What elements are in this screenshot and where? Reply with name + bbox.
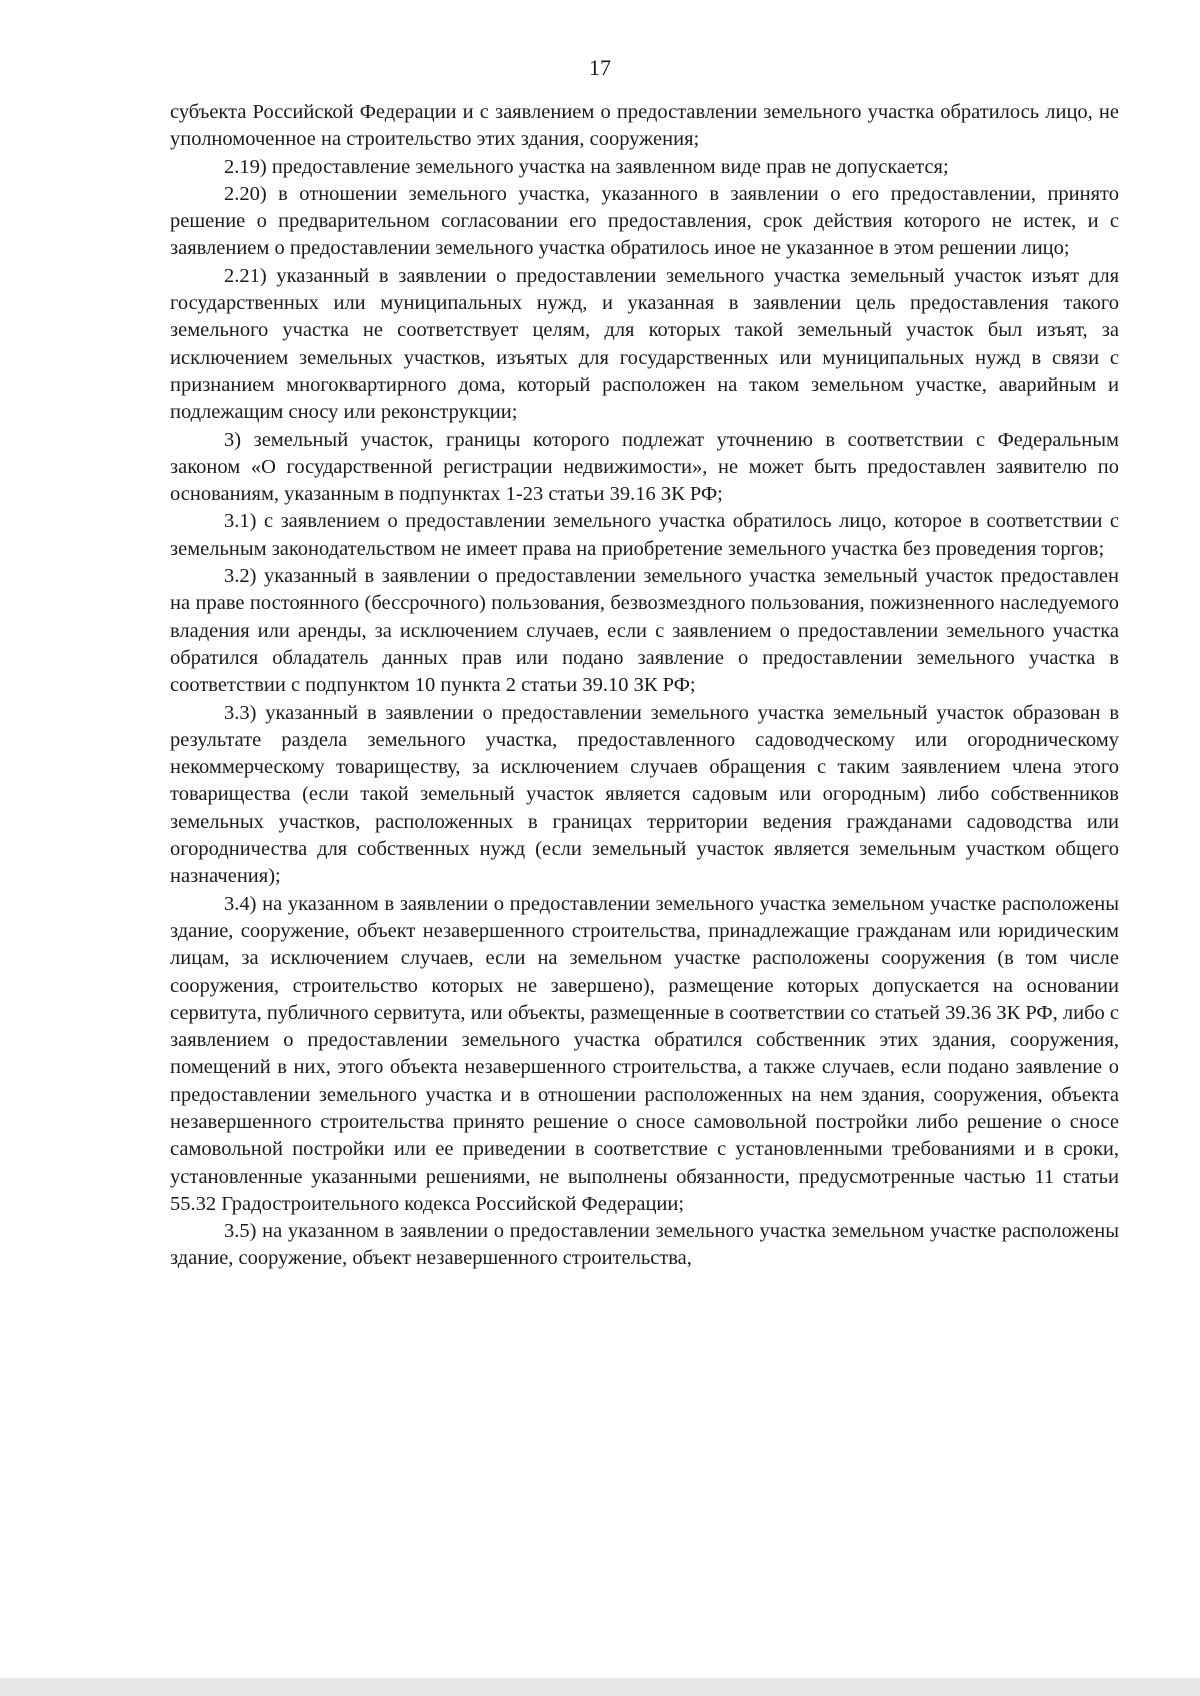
paragraph-3-3: 3.3) указанный в заявлении о предоставлении земельного участка земельный участок образован в результате раздела земельного участка, предоставленного садоводческому или огородническому некоммерческому товариществу, за исключением случаев обращения с таким заявлением члена этого товарищества (если такой земельный участок является садовым или огородным) либо собственников земельных участков, расположенных в границах территории ведения гражданами садоводства или огородничества для собственных нужд (если земельный участок является земельным участком общего назначения);: [170, 701, 1119, 888]
paragraph-continuation: субъекта Российской Федерации и с заявлением о предоставлении земельного участка обратилось лицо, не уполномоченное на строительство этих здания, сооружения;: [170, 101, 1119, 151]
paragraph-3-2: 3.2) указанный в заявлении о предоставлении земельного участка земельный участок предоставлен на праве постоянного (бессрочного) пользования, безвозмездного пользования, пожизненного наследуемого владения или аренды, за исключением случаев, если с заявлением о предоставлении земельного участка обратился обладатель данных прав или подано заявление о предоставлении земельного участка в соответствии с подпунктом 10 пункта 2 статьи 39.10 ЗК РФ;: [170, 565, 1119, 697]
paragraph-2-21: 2.21) указанный в заявлении о предоставлении земельного участка земельный участок изъят для государственных или муниципальных нужд, и указанная в заявлении цель предоставления такого земельного участка не соответствует целям, для которых такой земельный участок был изъят, за исключением земельных участков, изъятых для государственных или муниципальных нужд в связи с признанием многоквартирного дома, который расположен на таком земельном участке, аварийным и подлежащим сносу или реконструкции;: [170, 264, 1119, 424]
paragraph-3: 3) земельный участок, границы которого подлежат уточнению в соответствии с Федеральным законом «О государственной регистрации недвижимости», не может быть предоставлен заявителю по основаниям, указанным в подпунктах 1-23 статьи 39.16 ЗК РФ;: [170, 428, 1119, 506]
page-bottom-edge: [0, 1678, 1200, 1696]
document-body: [170, 99, 1119, 1273]
paragraph-3-5: 3.5) на указанном в заявлении о предоставлении земельного участка земельном участке расположены здание, сооружение, объект незавершенного строительства,: [170, 1220, 1119, 1270]
page-number: 17: [589, 55, 611, 80]
paragraph-2-20: 2.20) в отношении земельного участка, указанного в заявлении о его предоставлении, принято решение о предварительном согласовании его предоставления, срок действия которого не истек, и с заявлением о предоставлении земельного участка обратилось иное не указанное в этом решении лицо;: [170, 182, 1119, 260]
paragraph-3-4: 3.4) на указанном в заявлении о предоставлении земельного участка земельном участке расположены здание, сооружение, объект незавершенного строительства, принадлежащие гражданам или юридическим лицам, за исключением случаев, если на земельном участке расположены сооружения (в том числе сооружения, строительство которых не завершено), размещение которых допускается на основании сервитута, публичного сервитута, или объекты, размещенные в соответствии со статьей 39.36 ЗК РФ, либо с заявлением о предоставлении земельного участка обратился собственник этих здания, сооружения, помещений в них, этого объекта незавершенного строительства, а также случаев, если подано заявление о предоставлении земельного участка и в отношении расположенных на нем здания, сооружения, объекта незавершенного строительства принято решение о сносе самовольной постройки либо решение о сносе самовольной постройки или ее приведении в соответствие с установленными требованиями и в сроки, установленные указанными решениями, не выполнены обязанности, предусмотренные частью 11 статьи 55.32 Градостроительного кодекса Российской Федерации;: [170, 892, 1119, 1215]
paragraph-2-19: 2.19) предоставление земельного участка на заявленном виде прав не допускается;: [224, 155, 949, 178]
paragraph-3-1: 3.1) с заявлением о предоставлении земельного участка обратилось лицо, которое в соответствии с земельным законодательством не имеет права на приобретение земельного участка без проведения торгов;: [170, 510, 1119, 560]
